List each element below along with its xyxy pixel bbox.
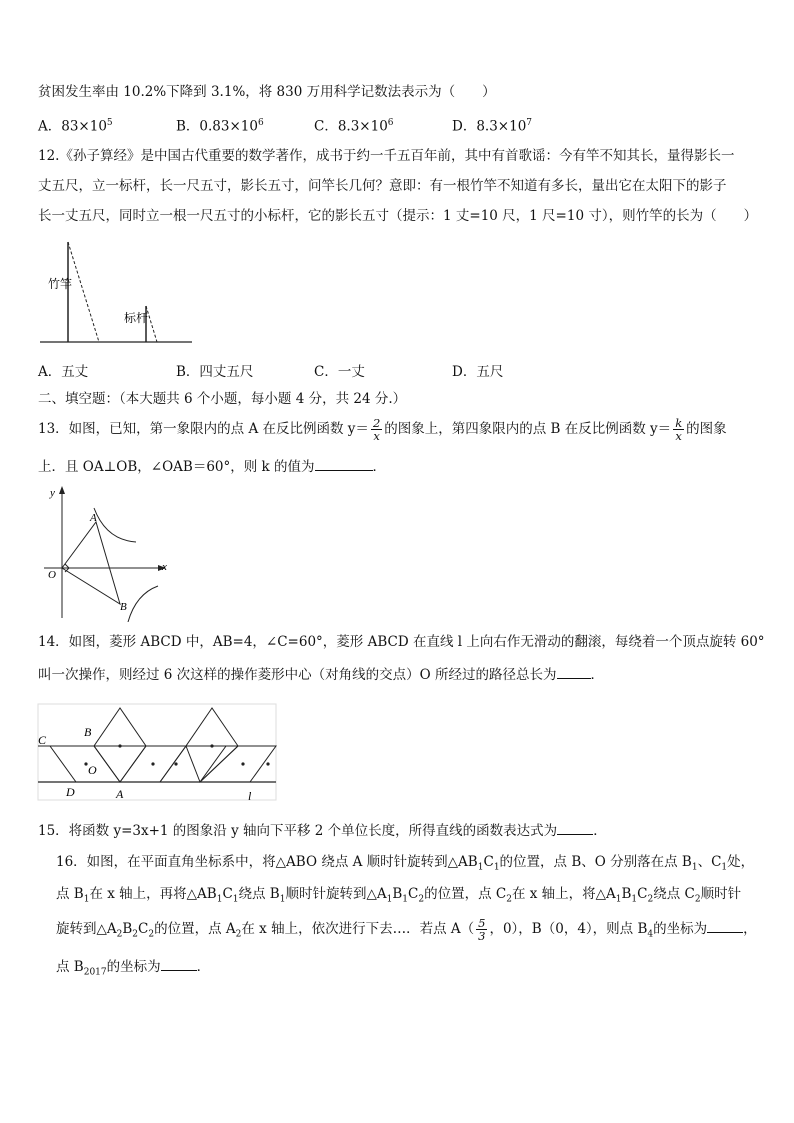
label-b: B bbox=[120, 601, 127, 613]
label-l: l bbox=[248, 789, 252, 803]
answer-blank bbox=[557, 664, 591, 679]
q12-option-a: A．五丈 bbox=[38, 364, 89, 380]
q15-text: 15．将函数 y=3x+1 的图象沿 y 轴向下平移 2 个单位长度，所得直线的函数表达式为 ． bbox=[38, 820, 607, 841]
marker-label: 标杆 bbox=[124, 311, 149, 325]
label-o: O bbox=[88, 763, 97, 777]
q12-option-b: B．四丈五尺 bbox=[176, 364, 254, 380]
center-2 bbox=[151, 762, 154, 765]
label-o: O bbox=[48, 569, 56, 581]
center-6 bbox=[266, 762, 269, 765]
q11-text: 贫困发生率由 10.2%下降到 3.1%，将 830 万用科学记数法表示为（ ） bbox=[38, 84, 496, 100]
q14-figure bbox=[36, 700, 280, 806]
q11-option-b: B．$0.83\times 10^6$ bbox=[176, 118, 264, 135]
answer-blank bbox=[557, 820, 593, 835]
fraction-2-over-x: $\frac{2}{x}$ bbox=[372, 416, 381, 443]
answer-blank bbox=[161, 956, 197, 971]
q12-option-d: D．五尺 bbox=[452, 364, 504, 380]
q14-text-line2: 叫一次操作，则经过 6 次这样的操作菱形中心（对角线的交点）O 所经过的路径总长为 ． bbox=[38, 664, 604, 685]
label-d: D bbox=[66, 785, 75, 799]
section-heading-fill-blank: 二、填空题：（本大题共 6 个小题，每小题 4 分，共 24 分.） bbox=[38, 391, 407, 407]
answer-blank bbox=[315, 456, 373, 471]
center-3 bbox=[174, 762, 177, 765]
q12-option-c: C．一丈 bbox=[314, 364, 365, 380]
center-5 bbox=[241, 762, 244, 765]
curve-fourth-quadrant bbox=[128, 586, 158, 622]
center-4 bbox=[210, 744, 213, 747]
pole-label: 竹竿 bbox=[48, 277, 73, 291]
q11-option-a: A．$83\times 10^5$ bbox=[38, 118, 113, 135]
q13-figure bbox=[40, 482, 180, 622]
label-a: A bbox=[90, 512, 97, 524]
q14-text-line1: 14．如图，菱形 ABCD 中，AB=4，∠C=60°，菱形 ABCD 在直线 l 上向右作无滑动的翻滚，每绕着一个顶点旋转 60° bbox=[38, 634, 765, 650]
q16-text-line2: 点 $B_1$在 x 轴上，再将$\triangle AB_1C_1$绕点 $B_1$顺时针旋转到$\triangle A_1B_1C_2$的位置，点 $C_2$在 x 轴上，将$\triangle A_1B_1C_2$绕点 $C_2$顺时针 bbox=[56, 886, 742, 905]
pole-shadow-ray bbox=[68, 242, 99, 342]
label-a: A bbox=[116, 787, 124, 801]
q13-text-line2: 上．且 OA⊥OB，∠OAB＝60°，则 k 的值为 ． bbox=[38, 456, 386, 477]
q16-text-line1: 16．如图，在平面直角坐标系中，将△ABO 绕点 A 顺时针旋转到$\triangle AB_1C_1$的位置，点 B、O 分别落在点 $B_1$、$C_1$处， bbox=[56, 854, 755, 873]
label-c: C bbox=[38, 733, 47, 747]
q12-text-line2: 丈五尺，立一标杆，长一尺五寸，影长五寸，问竿长几何？意即：有一根竹竿不知道有多长，量出它在太阳下的影子 bbox=[38, 178, 727, 194]
q13-text-line1: 13．如图，已知，第一象限内的点 A 在反比例函数 y＝ $\frac{2}{x}$ 的图象上，第四象限内的点 B 在反比例函数 y＝ $\frac{k}{x}$ 的图象 bbox=[38, 416, 727, 443]
y-axis-arrow bbox=[59, 486, 65, 494]
fraction-k-over-x: $\frac{k}{x}$ bbox=[675, 416, 683, 443]
rhombus-5 bbox=[200, 746, 276, 782]
q11-option-c: C．$8.3\times 10^6$ bbox=[314, 118, 394, 135]
label-x: x bbox=[162, 561, 167, 573]
triangle-oab bbox=[62, 522, 120, 604]
fraction-5-over-3: $\frac{5}{3}$ bbox=[478, 916, 486, 943]
q11-option-d: D．$8.3\times 10^7$ bbox=[452, 118, 533, 135]
q12-text-line1: 12.《孙子算经》是中国古代重要的数学著作，成书于约一千五百年前，其中有首歌谣：今有竿不知其长，量得影长一 bbox=[38, 148, 735, 164]
answer-blank bbox=[707, 918, 743, 933]
q12-text-line3: 长一丈五尺，同时立一根一尺五寸的小标杆，它的影长五寸（提示：1 丈=10 尺，1 尺=10 寸），则竹竿的长为（ ） bbox=[38, 208, 758, 224]
q16-text-line3: 旋转到$\triangle A_2B_2C_2$的位置，点 $A_2$在 x 轴上，依次进行下去…．若点 A（ $\frac{5}{3}$ ，0），B（0，4），则点 $B_4$的坐标为 ， bbox=[56, 916, 757, 943]
label-y: y bbox=[50, 487, 55, 499]
q16-text-line4: 点 $B_{2017}$的坐标为 ． bbox=[56, 956, 210, 983]
label-b: B bbox=[84, 725, 92, 739]
q12-figure bbox=[38, 236, 198, 348]
center-1 bbox=[118, 744, 121, 747]
